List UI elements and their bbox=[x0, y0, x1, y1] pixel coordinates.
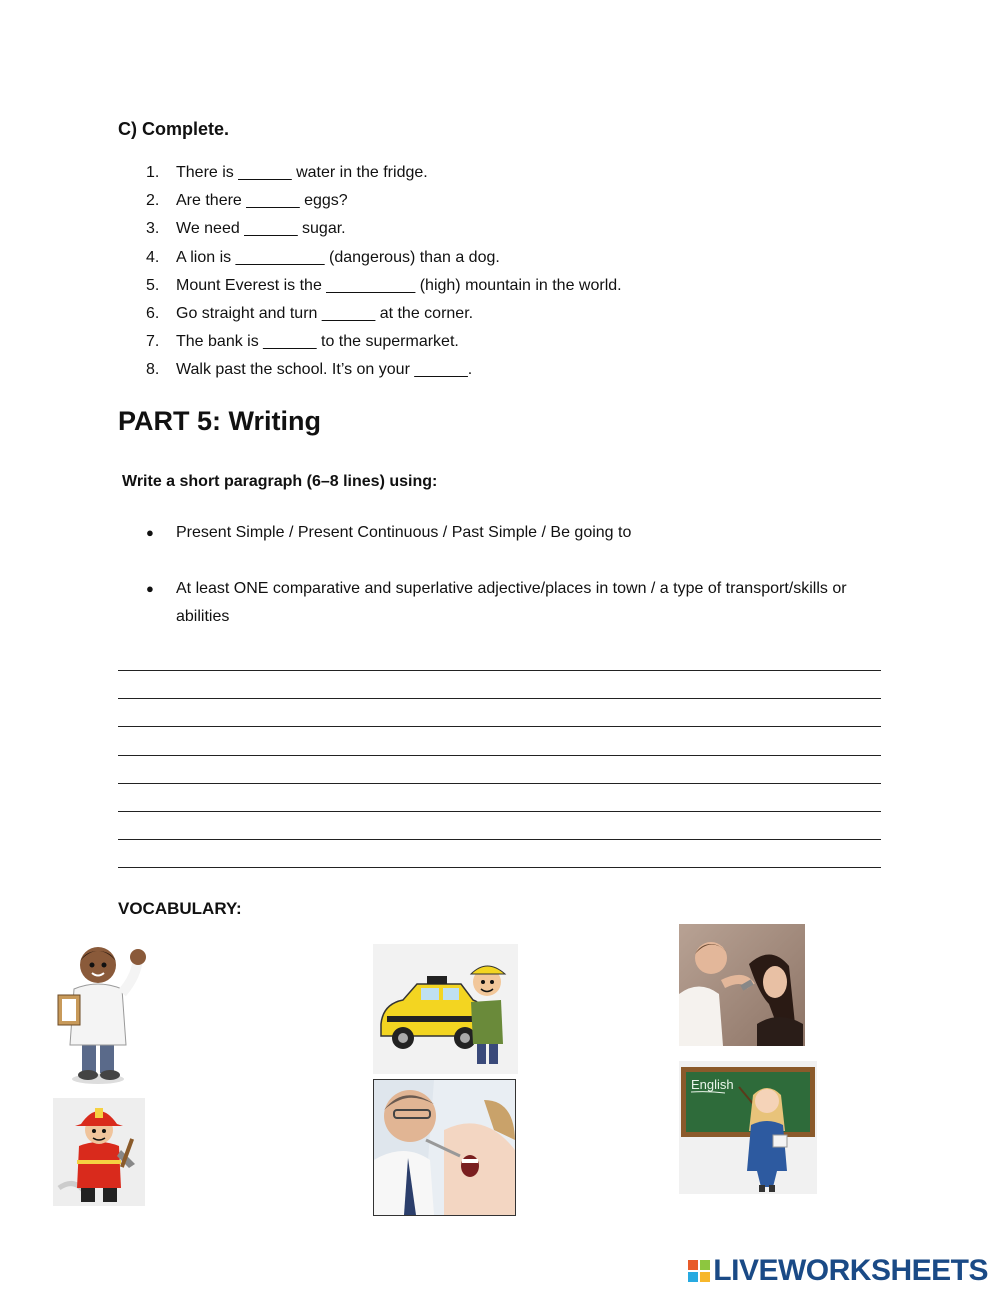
doctor-icon bbox=[52, 937, 148, 1087]
vocabulary-title: VOCABULARY: bbox=[118, 899, 242, 918]
list-item: 7. The bank is ______ to the supermarket. bbox=[146, 329, 622, 357]
writing-line[interactable] bbox=[118, 839, 881, 867]
part-5-title: PART 5: Writing bbox=[118, 406, 321, 436]
list-item: 5. Mount Everest is the __________ (high) mountain in the world. bbox=[146, 273, 622, 301]
teacher-icon bbox=[679, 1061, 817, 1194]
writing-line[interactable] bbox=[118, 755, 881, 783]
firefighter-icon bbox=[53, 1098, 145, 1206]
item-text: We need ______ sugar. bbox=[176, 220, 346, 238]
writing-bullets bbox=[146, 519, 876, 659]
list-item: 6. Go straight and turn ______ at the corner. bbox=[146, 301, 622, 329]
list-item: 2. Are there ______ eggs? bbox=[146, 188, 622, 216]
writing-line[interactable] bbox=[118, 698, 881, 726]
writing-lines[interactable] bbox=[118, 670, 881, 896]
list-item: 4. A lion is __________ (dangerous) than a dog. bbox=[146, 245, 622, 273]
item-text: A lion is __________ (dangerous) than a dog. bbox=[176, 248, 500, 266]
writing-line[interactable] bbox=[118, 670, 881, 698]
logo-icon bbox=[688, 1260, 710, 1282]
dentist-icon bbox=[373, 1079, 516, 1216]
taxi-driver-icon bbox=[373, 944, 518, 1074]
list-item: 1. There is ______ water in the fridge. bbox=[146, 160, 622, 188]
list-item: ● Present Simple / Present Continuous / Past Simple / Be going to bbox=[146, 519, 876, 547]
item-text: Go straight and turn ______ at the corner. bbox=[176, 304, 474, 322]
hairdresser-icon bbox=[679, 924, 805, 1046]
writing-line[interactable] bbox=[118, 867, 881, 895]
item-text: Walk past the school. It’s on your ______. bbox=[176, 361, 473, 379]
logo-text: LIVEWORKSHEETS bbox=[713, 1254, 988, 1287]
writing-line[interactable] bbox=[118, 811, 881, 839]
item-text: The bank is ______ to the supermarket. bbox=[176, 333, 459, 351]
writing-line[interactable] bbox=[118, 783, 881, 811]
liveworksheets-logo bbox=[688, 1254, 988, 1288]
writing-instruction: Write a short paragraph (6–8 lines) using: bbox=[122, 473, 438, 490]
list-item: 3. We need ______ sugar. bbox=[146, 216, 622, 244]
list-item: ● At least ONE comparative and superlative adjective/places in town / a type of transport/skills or abilities bbox=[146, 575, 876, 631]
item-text: Mount Everest is the __________ (high) mountain in the world. bbox=[176, 276, 622, 294]
section-c-title: C) Complete. bbox=[118, 119, 230, 139]
bullet-icon: ● bbox=[146, 581, 154, 596]
list-item: 8. Walk past the school. It’s on your ______. bbox=[146, 357, 622, 385]
bullet-icon: ● bbox=[146, 525, 154, 540]
exercise-list bbox=[146, 160, 622, 386]
svg-text:English: English bbox=[691, 1077, 734, 1092]
writing-line[interactable] bbox=[118, 726, 881, 754]
item-text: Are there ______ eggs? bbox=[176, 192, 348, 210]
item-text: There is ______ water in the fridge. bbox=[176, 164, 428, 181]
